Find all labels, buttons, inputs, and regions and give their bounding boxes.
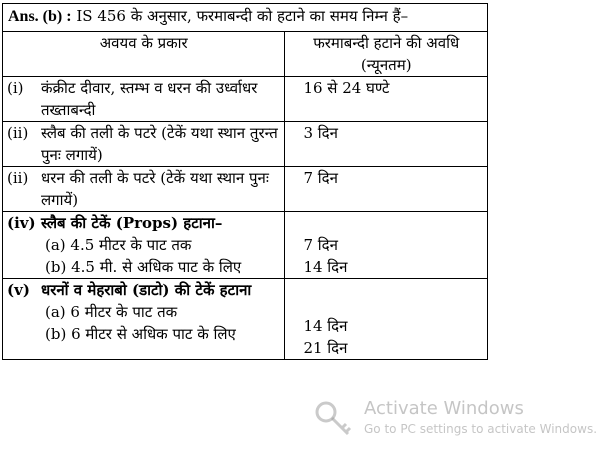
answer-cell bbox=[3, 4, 488, 32]
answer-prefix: Ans. (b) : bbox=[8, 8, 72, 25]
table-row bbox=[3, 77, 488, 122]
member-text: धरनों व मेहराबो (डाटो) की टेकें हटाना bbox=[41, 281, 252, 299]
key-icon bbox=[312, 398, 354, 440]
header-duration: फरमाबन्दी हटाने की अवधि (न्यूनतम) bbox=[285, 32, 488, 77]
member-text: स्लैब की तली के पटरे (टेकें यथा स्थान तुरन्त पुनः लगायें) bbox=[41, 124, 278, 164]
member-cell bbox=[3, 212, 285, 279]
header-member-type: अवयव के प्रकार bbox=[3, 32, 285, 77]
table-row bbox=[3, 167, 488, 212]
row-number: (ii) bbox=[7, 124, 29, 142]
duration-cell: 16 से 24 घण्टे bbox=[285, 77, 488, 122]
table-row bbox=[3, 212, 488, 279]
duration-cell bbox=[285, 212, 488, 279]
sub-item: (b) 6 मीटर से अधिक पाट के लिए bbox=[45, 325, 236, 343]
sub-item: (a) 4.5 मीटर के पाट तक bbox=[45, 236, 192, 254]
duration-cell: 7 दिन bbox=[285, 167, 488, 212]
header-row bbox=[3, 32, 488, 77]
formwork-table bbox=[2, 3, 488, 360]
member-cell bbox=[3, 77, 285, 122]
row-number: (ii) bbox=[7, 169, 29, 187]
answer-row bbox=[3, 4, 488, 32]
sub-item: (b) 4.5 मी. से अधिक पाट के लिए bbox=[45, 258, 242, 276]
duration-value: 7 दिन bbox=[303, 236, 338, 254]
member-text: कंक्रीट दीवार, स्तम्भ व धरन की उर्ध्वाधर तख्ताबन्दी bbox=[41, 79, 258, 119]
member-cell bbox=[3, 122, 285, 167]
duration-cell: 3 दिन bbox=[285, 122, 488, 167]
table-row bbox=[3, 122, 488, 167]
duration-value: 14 दिन bbox=[303, 258, 348, 276]
member-cell bbox=[3, 279, 285, 360]
table-row bbox=[3, 279, 488, 360]
watermark-subtitle: Go to PC settings to activate Windows. bbox=[364, 422, 597, 436]
duration-value: 21 दिन bbox=[303, 339, 348, 357]
duration-value: 14 दिन bbox=[303, 317, 348, 335]
activate-windows-watermark bbox=[312, 392, 597, 444]
watermark-title: Activate Windows bbox=[364, 398, 524, 419]
row-number: (v) bbox=[7, 281, 30, 299]
member-cell bbox=[3, 167, 285, 212]
answer-text: IS 456 के अनुसार, फरमाबन्दी को हटाने का समय निम्न हैं– bbox=[76, 7, 409, 25]
member-text: स्लैब की टेकें (Props) हटाना– bbox=[41, 214, 223, 232]
row-number: (iv) bbox=[7, 214, 36, 232]
row-number: (i) bbox=[7, 79, 24, 97]
member-text: धरन की तली के पटरे (टेकें यथा स्थान पुनः लगायें) bbox=[41, 169, 269, 209]
duration-cell bbox=[285, 279, 488, 360]
sub-item: (a) 6 मीटर के पाट तक bbox=[45, 303, 178, 321]
